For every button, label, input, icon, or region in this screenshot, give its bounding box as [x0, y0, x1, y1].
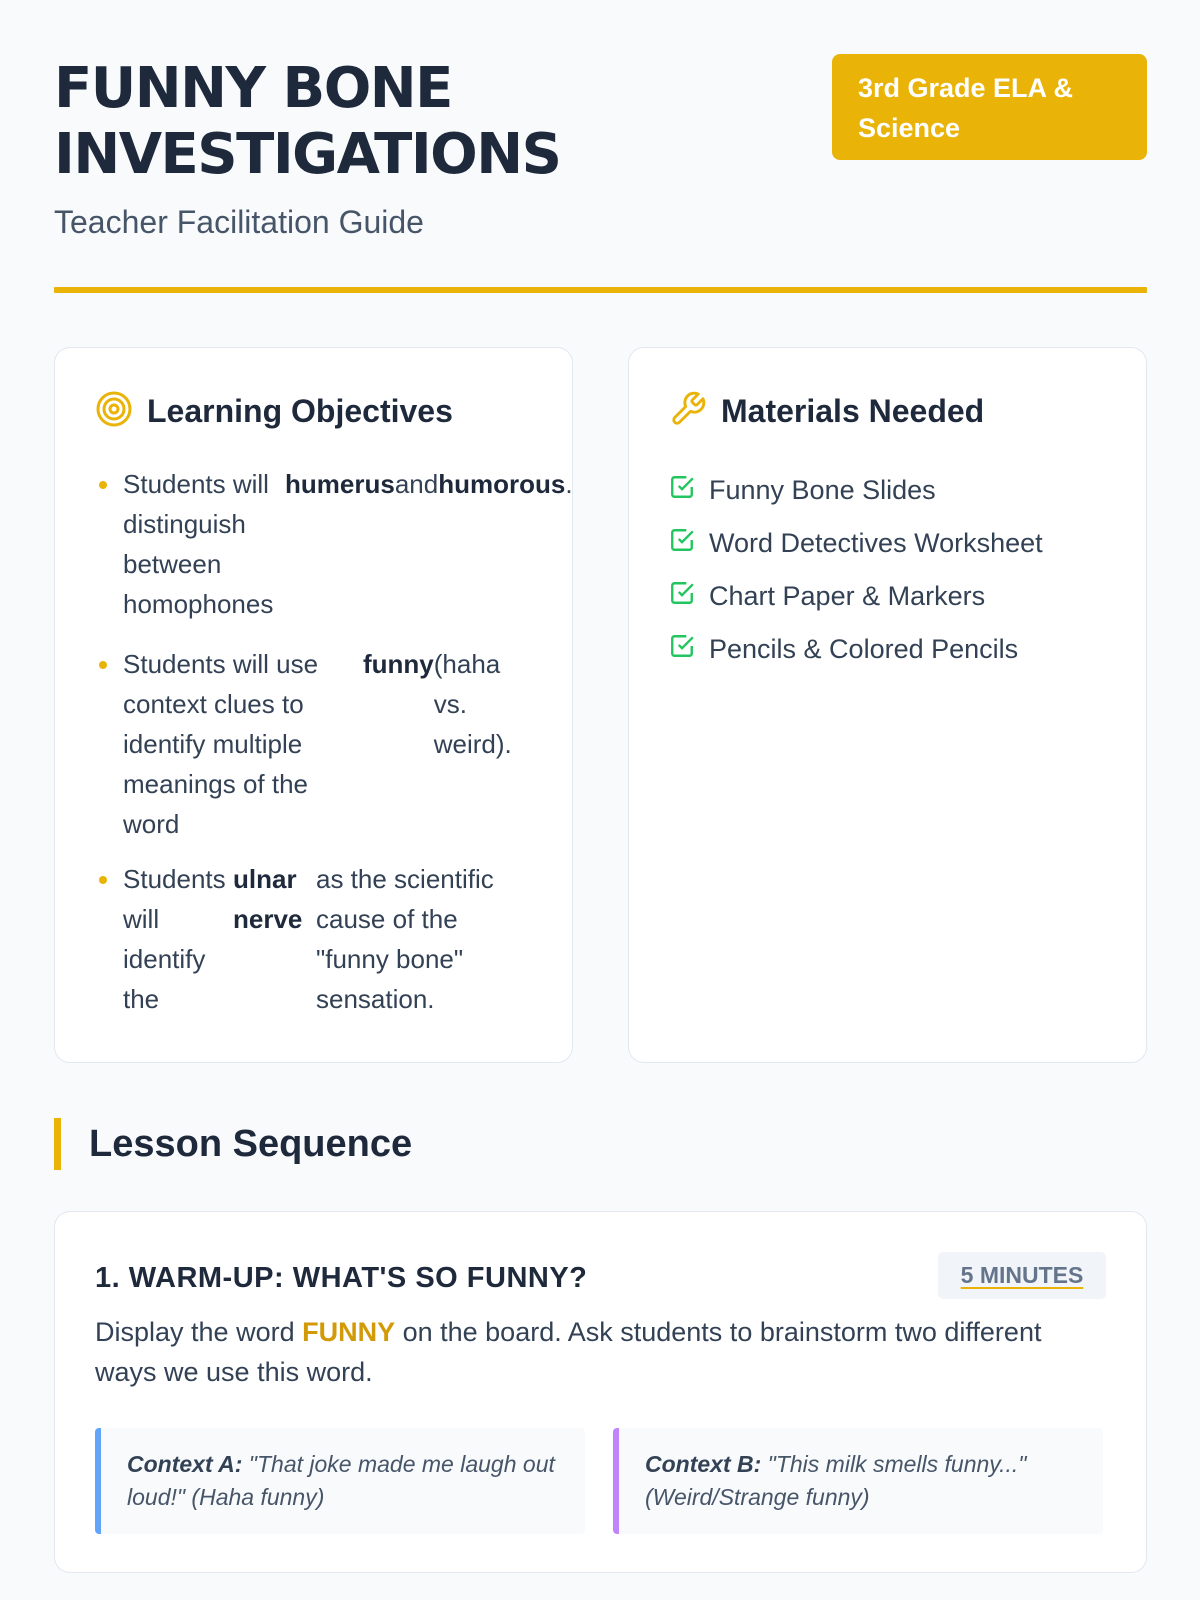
instructions-text: Display the word — [95, 1317, 303, 1347]
bullet-dot — [95, 644, 123, 859]
duration-badge: 5 MINUTES — [938, 1252, 1106, 1299]
checkbox-checked-icon — [669, 580, 695, 613]
page-title — [54, 56, 560, 188]
header-divider — [54, 287, 1147, 293]
highlighted-word: FUNNY — [302, 1317, 396, 1347]
page-header — [54, 56, 1147, 296]
objective-item — [95, 644, 615, 859]
step-title: 1. WARM-UP: WHAT'S SO FUNNY? — [95, 1262, 588, 1294]
context-b-text: "This milk smells funny..." (Weird/Strange funny) — [645, 1451, 1027, 1510]
wrench-icon — [669, 390, 707, 432]
lesson-sequence-heading: Lesson Sequence — [54, 1118, 412, 1170]
material-label: Word Detectives Worksheet — [709, 528, 1043, 558]
material-label: Pencils & Colored Pencils — [709, 634, 1019, 664]
context-b-callout — [613, 1428, 1103, 1534]
bullet-dot — [95, 464, 123, 644]
instructions-text: on the board. Ask students to brainstorm two different ways we use this word. — [95, 1317, 1042, 1387]
objective-text: . — [565, 469, 573, 499]
step-instructions — [95, 1312, 1105, 1392]
material-item — [669, 517, 1043, 570]
material-item — [669, 623, 1043, 676]
objective-text: Students will distinguish between homophones — [123, 469, 274, 619]
checkbox-checked-icon — [669, 474, 695, 507]
objective-text: Students will identify the — [123, 864, 226, 1014]
material-label: Funny Bone Slides — [709, 475, 936, 505]
materials-list — [669, 464, 1043, 676]
context-a-label: Context A: — [127, 1451, 243, 1477]
materials-card — [628, 347, 1147, 1063]
title-line-2: INVESTIGATIONS — [54, 122, 561, 187]
material-item — [669, 570, 1043, 623]
objectives-list — [95, 464, 615, 1029]
checkbox-checked-icon — [669, 527, 695, 560]
materials-heading: Materials Needed — [721, 392, 985, 429]
objective-term: ulnar nerve — [233, 864, 303, 934]
objective-text: and — [394, 469, 439, 499]
title-line-1: FUNNY BONE — [54, 56, 452, 121]
objective-term: humorous — [438, 469, 566, 499]
target-icon — [95, 390, 133, 432]
lesson-step-card — [54, 1211, 1147, 1573]
context-a-text: "That joke made me laugh out loud!" (Haha funny) — [127, 1451, 555, 1510]
objective-item — [95, 464, 615, 644]
objective-term: funny — [363, 649, 434, 679]
checkbox-checked-icon — [669, 633, 695, 666]
grade-badge: 3rd Grade ELA & Science — [832, 54, 1147, 160]
material-item — [669, 464, 1043, 517]
context-b-label: Context B: — [645, 1451, 762, 1477]
objective-term: humerus — [285, 469, 395, 499]
objective-text: Students will use context clues to identify multiple meanings of the word — [123, 649, 319, 839]
objectives-card — [54, 347, 573, 1063]
objectives-header — [95, 390, 453, 432]
material-label: Chart Paper & Markers — [709, 581, 986, 611]
objective-text: as the scientific cause of the "funny bone" sensation. — [316, 864, 494, 1014]
page-subtitle: Teacher Facilitation Guide — [54, 204, 424, 240]
objective-text: (haha vs. weird). — [433, 649, 512, 759]
objective-item — [95, 859, 615, 1029]
objectives-heading: Learning Objectives — [147, 392, 453, 429]
materials-header — [669, 390, 984, 432]
bullet-dot — [95, 859, 123, 1029]
context-a-callout — [95, 1428, 585, 1534]
